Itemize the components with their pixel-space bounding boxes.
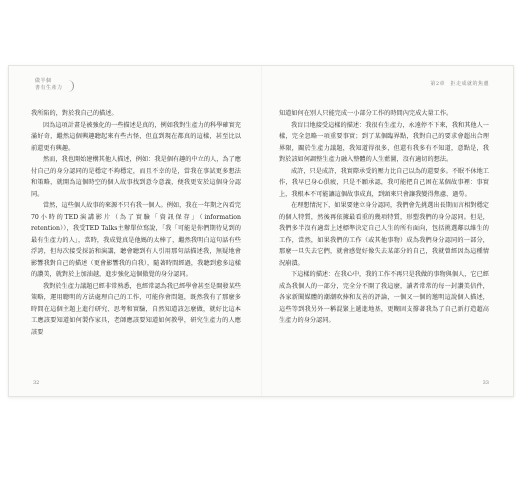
- right-page: [279, 108, 489, 327]
- right-paragraph-1: 知道如何在別人只能完成一小部分工作的時間內完成大量工作。: [279, 110, 453, 117]
- page-gutter: [261, 66, 262, 396]
- left-paragraph-3: 然而，我也開始建構其他人描述，例如：我是個有趣的中立的人，為了應付自己的身分認同的是穩定不夠穩定，而且不幸的是，當我在事試更多想法和策略，就開為這個時空的個人故事找到意今意義，便我更安於這個身分認同。: [31, 156, 241, 198]
- left-header-line-1: 做半個: [35, 78, 52, 84]
- right-paragraph-5: 下這樣的描述：在我心中，我的工作不再只是我做的事物與個人，它已經成為我個人的一部分，完全分不開了我這麼，讀者常常的每一封讚美信件，各家新聞媒體的潮潮吹捧和友善的評論，一個又一個的邀明這說個人描述，這些等到我另外一稱混緊上遞進地基，更糊固支撐著我為了自己新打造超高生產力的身分認同。: [279, 271, 489, 324]
- left-paragraph-4: 當然，這些個人故事的來源不只有我一個人。例如，我在一年期之內看完70小時的TED演講影片（為了實驗「資訊保存」（information retention）），我受TED Talks主辦單位寫說，「我「可能是你們期待見到的最有生產力的人」，當時，我成覺真是他媽的太棒了，繼然我明白這句話有些浮誇，但每次接受採訪和演講，聽會聽到有人引用那句話描述我，無疑地會影響我對自己的描述（更會影響我的自我），隨著時間經過，我聽到愈多這樣的讚美，就對於上加油越，進步強化這個傲覺的身分認同。: [31, 202, 241, 278]
- left-page-number: 32: [33, 380, 40, 386]
- right-running-header: 第2章 拒走成就的焦慮: [430, 81, 489, 87]
- left-paragraph-2: 因為這項計畫是被強化的一些描述是真的，例如我對生產力的科學確實充滿好奇，繼然這個興趣聽起來有些古怪，但直到現在都真的這樣，甚至比以前還更有興趣。: [31, 121, 241, 152]
- right-paragraph-2: 我盲目地接受這樣的描述：我很有生產力，永遠停不下來，我和其他人一樣，完全忽略一項重要事實；到了某個臨界點，我對自己的要求會超出合理界限，關於生產力議題，我知道得很多，但還有我多有不知道，意點是，我對於該如何調整生產力融入整體的人生藍圖，沒有適切的想法。: [279, 121, 489, 163]
- left-page: [31, 108, 241, 338]
- right-paragraph-3: 成許，只是成許，我實際承受的壓力比自己以為的還要多。不眠不休地工作，我早已身心俱疲，只是不願承認，我可能把自己困在某個故事裡：事實上，我根本不可能讓這個故事成真，到頭來只會讓我變得焦慮、過勞。: [279, 167, 489, 198]
- left-paragraph-5: 我對於生產力議題已經非常熟悉，也經常認為我已經學會甚至是開發某些策略，運用聰明的方法處理自己的工作，可能你會問題，既然我有了那麼多時間在這個主題上進行研究、思考和實驗，自然知道該怎麼做，就好比這本工應該要知道如何製作家具，老師應該要知道如何教學，研究生產力的人應該要: [31, 282, 241, 336]
- right-page-number: 33: [482, 380, 489, 386]
- left-paragraph-1: 我所陷的，對於我自己的描述。: [31, 110, 118, 117]
- book-spread: [8, 65, 514, 397]
- left-header-line-2: 書有生產力: [35, 85, 63, 91]
- right-paragraph-4: 在理想情況下，如果要建立身分認同，我們會先挑選出長期而言相對穩定的個人特質，然後再依據最看重的幾項特質，形塑我們的身分認同。但是，我們多半沒有適當上述標準決定自己人生的所有面向，包括挑選鄰以維生的工作，當然，如果我們的工作（或其他事物）成為我們身分認同的一部分，那麼一旦失去它們，就會感覺好像失去某部分的自己，我就曾經因為這種情況崩潰。: [279, 202, 489, 267]
